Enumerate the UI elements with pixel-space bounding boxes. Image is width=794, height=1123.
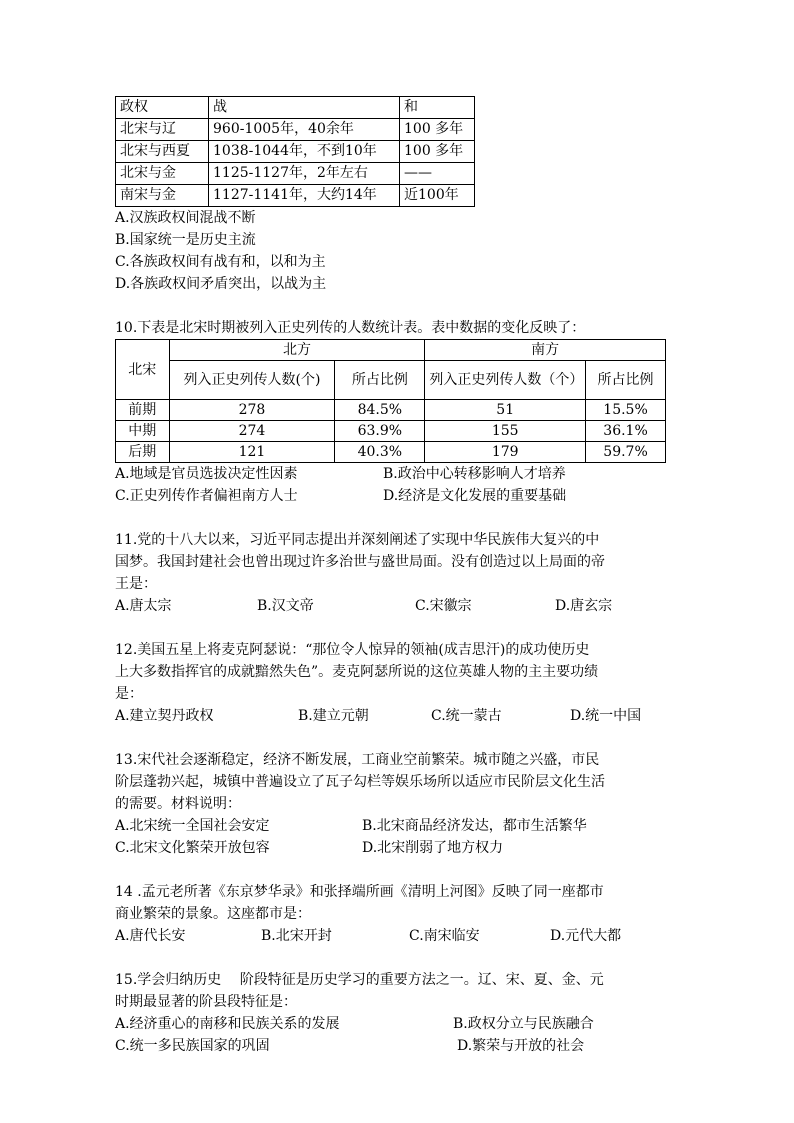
q12-option-b: B.建立元朝 [298, 708, 369, 724]
q9-option-a: A.汉族政权间混战不断 [115, 210, 256, 226]
table-cell: 155 [425, 421, 586, 442]
table-header-cell: 战 [209, 97, 400, 119]
q15-options-row-2 [115, 1035, 680, 1057]
q9-option-b: B.国家统一是历史主流 [115, 232, 256, 248]
table-cell: 近100年 [400, 185, 475, 207]
q13-stem-line: 阶层蓬勃兴起，城镇中普遍设立了瓦子勾栏等娱乐场所以适应市民阶层文化生活 [115, 774, 605, 790]
q12-options [115, 705, 680, 727]
table-header-cell: 所占比例 [335, 361, 425, 400]
q11-stem-line: 11.党的十八大以来，习近平同志提出并深刻阐述了实现中华民族伟大复兴的中 [115, 532, 600, 548]
q11-options [115, 595, 680, 617]
q13-stem-line: 13.宋代社会逐渐稳定，经济不断发展，工商业空前繁荣。城市随之兴盛，市民 [115, 752, 600, 768]
q14-options [115, 925, 680, 947]
q14-option-a: A.唐代长安 [115, 928, 186, 944]
table-cell: 63.9% [335, 421, 425, 442]
q13-options-row-2 [115, 837, 680, 859]
table-corner-cell: 北宋 [116, 340, 170, 400]
table-header-cell: 所占比例 [586, 361, 666, 400]
table-row [116, 119, 475, 141]
table-header-cell: 和 [400, 97, 475, 119]
q14-option-b: B.北宋开封 [261, 928, 332, 944]
table-cell: 1127-1141年，大约14年 [209, 185, 400, 207]
table-cell: 40.3% [335, 442, 425, 463]
q13-options-row-1 [115, 815, 680, 837]
q10-stem: 10.下表是北宋时期被列入正史列传的人数统计表。表中数据的变化反映了： [115, 320, 586, 336]
q15-option-c: C.统一多民族国家的巩固 [115, 1038, 270, 1054]
q9-table [115, 96, 475, 207]
q15-options-row-1 [115, 1013, 680, 1035]
table-cell: 278 [169, 400, 335, 421]
q10-options-row-1 [115, 463, 680, 485]
table-header-cell: 政权 [116, 97, 209, 119]
q14-stem-line: 商业繁荣的景象。这座都市是： [115, 906, 311, 922]
table-header-cell: 列入正史列传人数(个) [169, 361, 335, 400]
q10-option-d: D.经济是文化发展的重要基础 [383, 488, 567, 504]
table-cell: 1038-1044年，不到10年 [209, 141, 400, 163]
q13-option-c: C.北宋文化繁荣开放包容 [115, 840, 270, 856]
q11-option-c: C.宋徽宗 [415, 598, 472, 614]
table-row [116, 421, 666, 442]
q11-stem-line: 国梦。我国封建社会也曾出现过许多治世与盛世局面。没有创造过以上局面的帝 [115, 554, 605, 570]
table-cell: 51 [425, 400, 586, 421]
table-cell: 84.5% [335, 400, 425, 421]
table-cell: 100 多年 [400, 119, 475, 141]
table-cell: 后期 [116, 442, 170, 463]
q10-option-c: C.正史列传作者偏袒南方人士 [115, 488, 298, 504]
q12-option-d: D.统一中国 [570, 708, 642, 724]
q11-option-a: A.唐太宗 [115, 598, 172, 614]
q12-option-c: C.统一蒙古 [431, 708, 502, 724]
q13-option-b: B.北宋商品经济发达，都市生活繁华 [362, 818, 587, 834]
q10-option-b: B.政治中心转移影响人才培养 [383, 466, 566, 482]
q15-stem-line: 15.学会归纳历史 阶段特征是历史学习的重要方法之一。辽、宋、夏、金、元 [115, 972, 604, 988]
table-cell: 960-1005年，40余年 [209, 119, 400, 141]
q9-option-c: C.各族政权间有战有和，以和为主 [115, 254, 326, 270]
table-cell: 1125-1127年，2年左右 [209, 163, 400, 185]
table-row [116, 400, 666, 421]
q12-option-a: A.建立契丹政权 [115, 708, 214, 724]
table-group-header-south: 南方 [425, 340, 666, 361]
table-cell: 北宋与西夏 [116, 141, 209, 163]
table-cell: 北宋与金 [116, 163, 209, 185]
q15-option-b: B.政权分立与民族融合 [453, 1016, 594, 1032]
q15-option-a: A.经济重心的南移和民族关系的发展 [115, 1016, 340, 1032]
table-group-header-north: 北方 [169, 340, 425, 361]
q10-option-a: A.地域是官员选拔决定性因素 [115, 466, 298, 482]
table-cell: 15.5% [586, 400, 666, 421]
table-row [116, 185, 475, 207]
table-cell: 北宋与辽 [116, 119, 209, 141]
q13-option-a: A.北宋统一全国社会安定 [115, 818, 270, 834]
table-cell: 59.7% [586, 442, 666, 463]
table-header-row [116, 361, 666, 400]
q14-option-c: C.南宋临安 [409, 928, 480, 944]
q12-stem-line: 12.美国五星上将麦克阿瑟说：“那位令人惊异的领袖(成吉思汗)的成功使历史 [115, 642, 590, 658]
table-row [116, 141, 475, 163]
q11-option-d: D.唐玄宗 [555, 598, 613, 614]
q14-option-d: D.元代大都 [550, 928, 622, 944]
table-cell: —— [400, 163, 475, 185]
q10-options-row-2 [115, 485, 680, 507]
q13-stem-line: 的需要。材料说明： [115, 796, 241, 812]
table-cell: 274 [169, 421, 335, 442]
table-cell: 36.1% [586, 421, 666, 442]
q15-option-d: D.繁荣与开放的社会 [457, 1038, 585, 1054]
table-cell: 100 多年 [400, 141, 475, 163]
table-cell: 中期 [116, 421, 170, 442]
table-cell: 前期 [116, 400, 170, 421]
table-cell: 179 [425, 442, 586, 463]
table-row [116, 442, 666, 463]
table-cell: 121 [169, 442, 335, 463]
table-row [116, 163, 475, 185]
q11-option-b: B.汉文帝 [257, 598, 314, 614]
q10-table [115, 339, 666, 463]
q15-stem-line: 时期最显著的阶县段特征是： [115, 994, 297, 1010]
q13-option-d: D.北宋削弱了地方权力 [362, 840, 504, 856]
table-header-row [116, 97, 475, 119]
table-header-row [116, 340, 666, 361]
q12-stem-line: 上大多数指挥官的成就黯然失色”。麦克阿瑟所说的这位英雄人物的主主要功绩 [115, 664, 599, 680]
exam-page [115, 96, 680, 1057]
table-cell: 南宋与金 [116, 185, 209, 207]
q12-stem-line: 是： [115, 686, 143, 702]
table-header-cell: 列入正史列传人数（个） [425, 361, 586, 400]
q14-stem-line: 14 .孟元老所著《东京梦华录》和张择端所画《清明上河图》反映了同一座都市 [115, 884, 604, 900]
q11-stem-line: 王是： [115, 576, 157, 592]
q9-option-d: D.各族政权间矛盾突出，以战为主 [115, 276, 327, 292]
